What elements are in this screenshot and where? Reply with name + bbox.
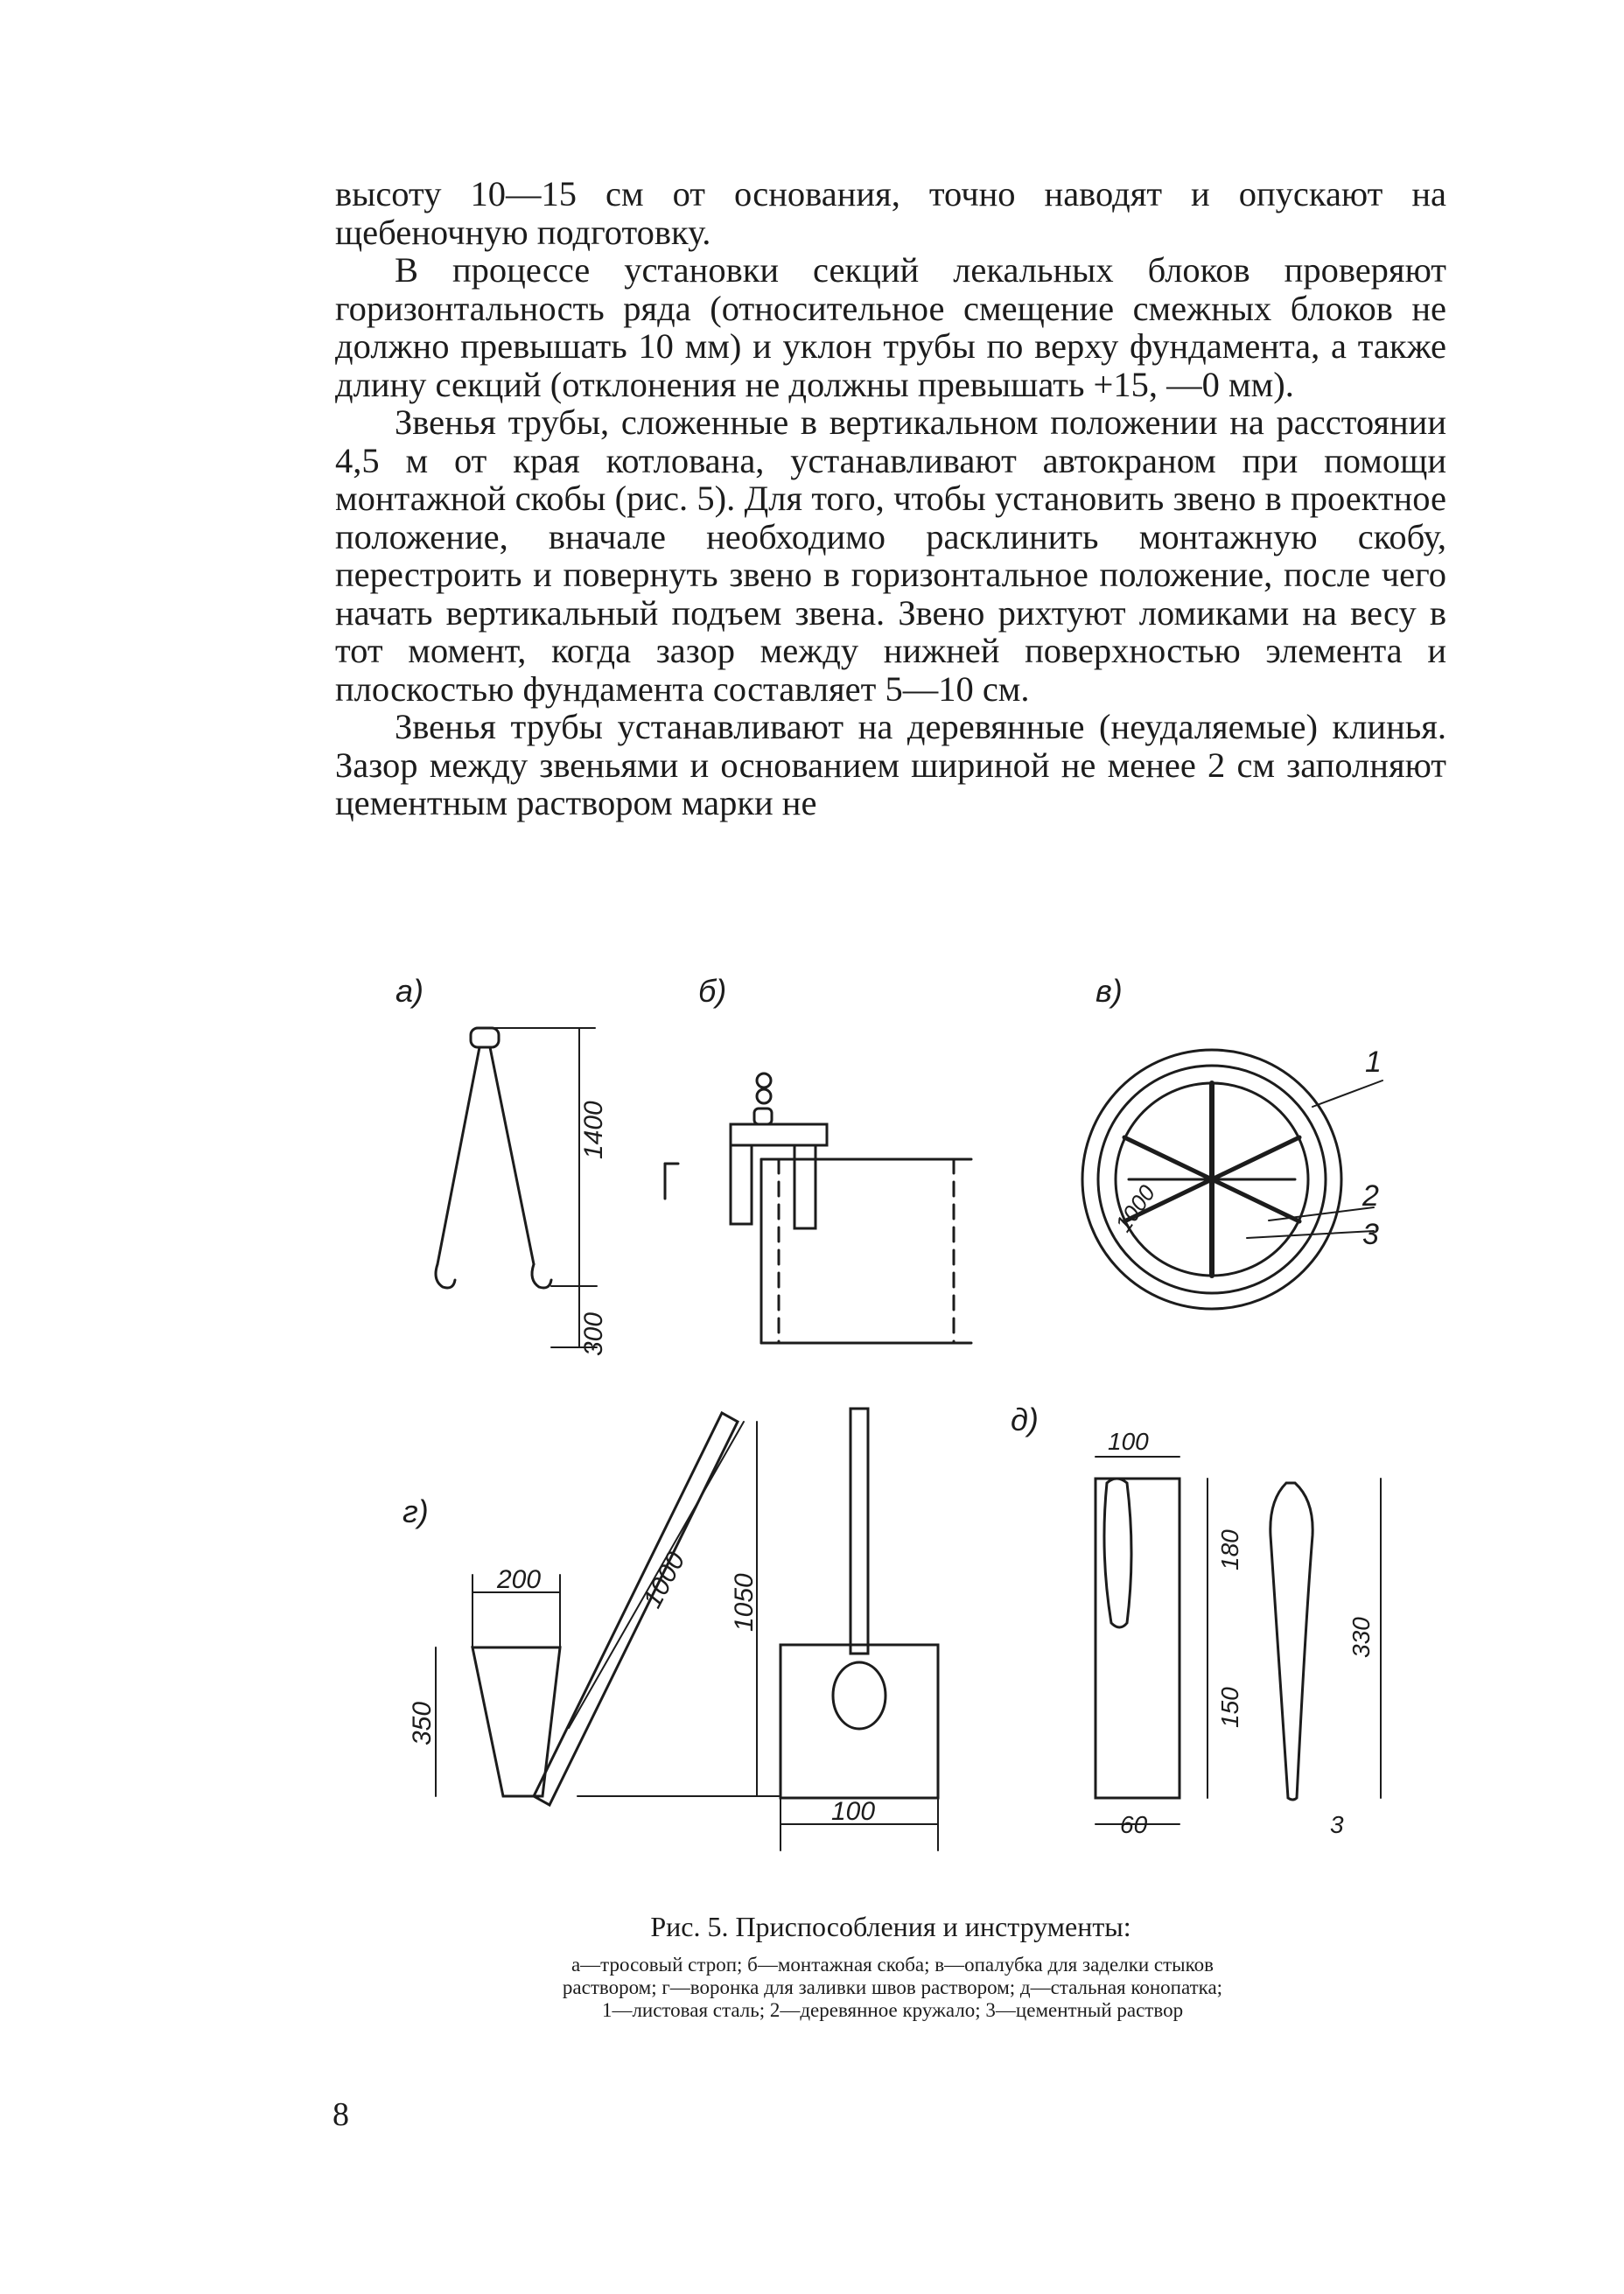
label-a: а) (396, 973, 424, 1009)
dim-g-200: 200 (497, 1565, 542, 1594)
dim-a-1400: 1400 (579, 1101, 608, 1159)
dim-g-350: 350 (408, 1701, 437, 1745)
callout-1: 1 (1365, 1046, 1382, 1079)
caption-legend-line: а—тросовый строп; б—монтажная скоба; в—опалубка для заделки стыков (570, 1954, 1214, 1976)
dim-d-100: 100 (1108, 1428, 1149, 1455)
dim-a-300: 300 (579, 1311, 608, 1356)
paragraph-4: Звенья трубы устанавливают на деревянные (неудаляемые) клинья. Зазор между звеньями и основанием шириной не менее 2 см заполняют цементным раствором марки не (335, 707, 1446, 822)
callout-2: 2 (1362, 1179, 1379, 1213)
caption-legend-line: раствором; г—воронка для заливки швов раствором; д—стальная конопатка; (562, 1976, 1223, 1998)
wire-sling-drawing (436, 1028, 597, 1347)
label-d: д) (1011, 1402, 1039, 1437)
paragraph-2: В процессе установки секций лекальных блоков проверяют горизонтальность ряда (относительное смещение смежных блоков не должно превышать 10 мм) и уклон трубы по верху фундамента, а также длину секций (отклонения не должны превышать +15, —0 мм). (335, 250, 1446, 404)
figure-drawing (376, 958, 1444, 1885)
figure-caption-title: Рис. 5. Приспособления и инструменты: (650, 1911, 1131, 1942)
caption-legend-line: 1—листовая сталь; 2—деревянное кружало; 3—цементный раствор (601, 1999, 1184, 2021)
dim-d-180: 180 (1216, 1529, 1243, 1570)
joint-formwork-drawing (1082, 1050, 1382, 1309)
dim-d-3: 3 (1330, 1811, 1344, 1838)
dim-d-150: 150 (1216, 1687, 1243, 1728)
figure-caption-legend (350, 1954, 1435, 2022)
label-b: б) (698, 973, 727, 1009)
mortar-funnel-drawing (436, 1409, 938, 1850)
label-g: г) (402, 1493, 429, 1529)
dim-d-330: 330 (1348, 1617, 1375, 1658)
dim-g-100: 100 (831, 1797, 876, 1826)
label-v: в) (1096, 973, 1123, 1009)
dim-d-60: 60 (1120, 1811, 1148, 1838)
paragraph-3: Звенья трубы, сложенные в вертикальном положении на расстоянии 4,5 м от края котлована, устанавливают автокраном при помощи монтажной скобы (рис. 5). Для того, чтобы установить звено в проектное положение, вначале необходимо расклинить монтажную скобу, перестроить и повернуть звено в горизонтальное положение, после чего начать вертикальный подъем звена. Звено рихтуют ломиками на весу в тот момент, когда зазор между нижней поверхностью элемента и плоскостью фундамента составляет 5—10 см. (335, 402, 1446, 709)
mounting-bracket-drawing (665, 1074, 971, 1343)
dim-g-1050: 1050 (730, 1573, 759, 1632)
body-text (335, 175, 1446, 822)
dim-v-1000: 1000 (1110, 1179, 1161, 1237)
caulking-tool-drawing (1096, 1457, 1381, 1824)
dim-g-1000: 1000 (638, 1547, 691, 1613)
figure-5 (376, 958, 1444, 1885)
paragraph-1: высоту 10—15 см от основания, точно наводят и опускают на щебеночную подготовку. (335, 174, 1446, 252)
page-number: 8 (332, 2096, 349, 2133)
callout-3: 3 (1362, 1218, 1379, 1251)
